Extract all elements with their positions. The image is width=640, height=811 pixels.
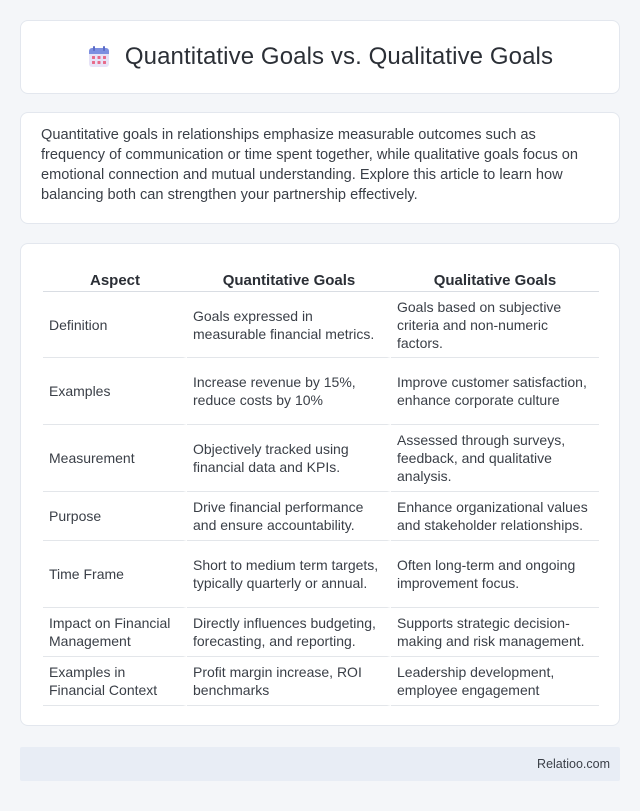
table-cell: Goals based on subjective criteria and non-numeric factors. <box>391 292 599 358</box>
column-header-aspect: Aspect <box>43 264 187 292</box>
comparison-table <box>43 264 599 706</box>
table-cell: Drive financial performance and ensure accountability. <box>187 492 391 541</box>
table-cell: Assessed through surveys, feedback, and qualitative analysis. <box>391 425 599 492</box>
table-cell: Directly influences budgeting, forecasting, and reporting. <box>187 608 391 657</box>
table-cell: Goals expressed in measurable financial metrics. <box>187 292 391 358</box>
calendar-icon <box>87 45 111 69</box>
intro-text: Quantitative goals in relationships emphasize measurable outcomes such as frequency of communication or time spent together, while qualitative goals focus on emotional connection and mutual understanding. Explore this article to learn how balancing both can strengthen your partnership effectively. <box>41 127 579 203</box>
table-cell: Measurement <box>43 425 187 492</box>
table-cell: Definition <box>43 292 187 358</box>
table-row <box>43 425 599 492</box>
table-cell: Profit margin increase, ROI benchmarks <box>187 657 391 706</box>
table-row <box>43 492 599 541</box>
table-row <box>43 541 599 608</box>
table-cell: Examples <box>43 358 187 425</box>
table-cell: Supports strategic decision-making and risk management. <box>391 608 599 657</box>
footer <box>20 747 620 781</box>
table-cell: Increase revenue by 15%, reduce costs by 10% <box>187 358 391 425</box>
title-card <box>20 20 620 94</box>
table-cell: Impact on Financial Management <box>43 608 187 657</box>
table-cell: Short to medium term targets, typically quarterly or annual. <box>187 541 391 608</box>
column-header-qualitative: Qualitative Goals <box>391 264 599 292</box>
table-row <box>43 608 599 657</box>
table-row <box>43 657 599 706</box>
table-cell: Time Frame <box>43 541 187 608</box>
table-cell: Improve customer satisfaction, enhance corporate culture <box>391 358 599 425</box>
table-cell: Enhance organizational values and stakeholder relationships. <box>391 492 599 541</box>
intro-card <box>20 112 620 224</box>
column-header-quantitative: Quantitative Goals <box>187 264 391 292</box>
table-row <box>43 358 599 425</box>
table-header-row <box>43 264 599 292</box>
comparison-table-card <box>20 243 620 726</box>
table-cell: Purpose <box>43 492 187 541</box>
table-row <box>43 292 599 358</box>
table-cell: Objectively tracked using financial data and KPIs. <box>187 425 391 492</box>
table-cell: Examples in Financial Context <box>43 657 187 706</box>
table-cell: Leadership development, employee engagement <box>391 657 599 706</box>
page-title: Quantitative Goals vs. Qualitative Goals <box>124 43 554 70</box>
footer-brand: Relatioo.com <box>537 757 610 771</box>
table-cell: Often long-term and ongoing improvement focus. <box>391 541 599 608</box>
